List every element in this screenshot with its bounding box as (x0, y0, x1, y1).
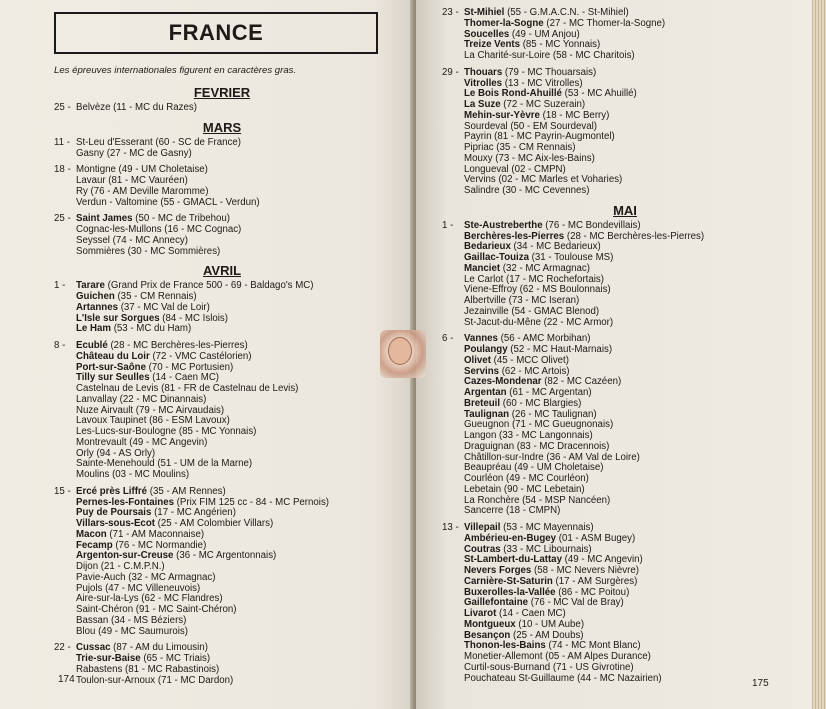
event-details: Cognac-les-Mullons (16 - MC Cognac) (76, 224, 242, 235)
international-event-name: Cussac (76, 642, 111, 654)
international-event-name: Saint James (76, 213, 133, 225)
date-group (440, 523, 810, 684)
event-details: (60 - MC Blargies) (500, 397, 582, 409)
event-entry (76, 470, 392, 481)
international-event-name: Artannes (76, 301, 118, 313)
day-number: 11 - (54, 136, 70, 148)
international-event-name: Tarare (76, 280, 105, 292)
event-details: (71 - AM Maconnaise) (106, 528, 205, 540)
international-event-name: Ste-Austreberthe (464, 219, 543, 231)
event-details: (Prix FIM 125 cc - 84 - MC Pernois) (173, 496, 330, 508)
event-details: Longueval (02 - CMPN) (464, 163, 566, 175)
international-event-name: L'Isle sur Sorgues (76, 312, 160, 324)
event-entry (464, 51, 810, 62)
international-event-name: Servins (464, 365, 500, 377)
international-event-name: Guichen (76, 291, 115, 302)
date-group (440, 334, 810, 517)
international-event-name: Vitrolles (464, 77, 503, 89)
event-details: (85 - MC Yonnais) (520, 39, 601, 51)
event-details: Moulins (03 - MC Moulins) (76, 469, 190, 480)
event-details: Bassan (34 - MS Béziers) (76, 614, 187, 626)
event-details: (70 - MC Portusien) (145, 361, 234, 373)
event-details: (10 - UM Aube) (515, 618, 585, 630)
event-details: (14 - Caen MC) (149, 372, 220, 384)
event-details: (86 - MC Poitou) (555, 586, 630, 598)
event-details: Lebetain (90 - MC Lebetain) (464, 483, 585, 495)
international-event-name: Carnière-St-Saturin (464, 575, 553, 587)
international-event-name: Treize Vents (464, 39, 520, 51)
event-details: (18 - MC Berry) (539, 109, 610, 121)
event-details: Monetier-Allemont (05 - AM Alpes Durance) (464, 651, 651, 662)
event-details: (72 - MC Suzerain) (500, 99, 586, 110)
event-details: Draguignan (83 - MC Dracennois) (464, 440, 610, 452)
event-entry (76, 627, 392, 638)
event-details: Pipriac (35 - CM Rennais) (464, 142, 576, 153)
event-details: Saint-Chéron (91 - MC Saint-Chéron) (76, 604, 237, 615)
event-entry (464, 318, 810, 329)
date-group (440, 221, 810, 329)
international-event-name: Villars-sous-Ecot (76, 518, 155, 529)
event-entry (76, 324, 392, 335)
event-entry (464, 186, 810, 197)
international-event-name: Thomer-la-Sogne (464, 17, 544, 29)
event-details: Aire-sur-la-Lys (62 - MC Flandres) (76, 593, 223, 605)
month-heading: AVRIL (202, 263, 242, 279)
event-details: (17 - MC Angérien) (151, 507, 236, 519)
day-number: 18 - (54, 164, 71, 176)
date-group (52, 341, 392, 481)
international-event-name: Ambérieu-en-Bugey (464, 532, 557, 544)
event-entry (76, 247, 392, 258)
event-details: Sourdeval (50 - EM Sourdeval) (464, 120, 597, 132)
event-details: Sainte-Menehould (51 - UM de la Marne) (76, 458, 253, 470)
day-number: 23 - (442, 7, 459, 18)
event-details: Pavie-Auch (32 - MC Armagnac) (76, 571, 216, 583)
international-event-name: Puy de Poursais (76, 507, 152, 519)
event-details: Lavoux Taupinet (86 - ESM Lavoux) (76, 415, 230, 427)
international-event-name: Buxerolles-la-Vallée (464, 586, 556, 598)
event-details: (79 - MC Thouarsais) (502, 66, 597, 78)
international-event-name: Vannes (464, 333, 498, 345)
international-event-name: Montgueux (464, 618, 516, 630)
event-details: Salindre (30 - MC Cevennes) (464, 185, 590, 196)
event-details: (14 - Caen MC) (496, 608, 566, 619)
day-number: 6 - (442, 333, 454, 345)
international-event-name: Mehin-sur-Yèvre (464, 109, 540, 121)
international-event-name: Fecamp (76, 539, 113, 551)
international-event-name: St-Mihiel (464, 7, 505, 18)
international-event-name: Gaillac-Touiza (464, 252, 529, 263)
event-details: (49 - MC Angevin) (561, 554, 643, 566)
international-event-name: Olivet (464, 354, 491, 366)
event-details: (34 - MC Bedarieux) (510, 241, 601, 253)
day-number: 25 - (54, 102, 71, 113)
date-group (440, 8, 810, 62)
event-details: (35 - CM Rennais) (114, 291, 197, 302)
event-details: (01 - ASM Bugey) (556, 532, 636, 544)
event-details: St-Jacut-du-Mêne (22 - MC Armor) (464, 316, 614, 328)
event-details: (61 - MC Argentan) (506, 387, 592, 398)
event-details: Les-Lucs-sur-Boulogne (85 - MC Yonnais) (76, 426, 257, 437)
event-details: (53 - MC Mayennais) (500, 522, 594, 533)
event-details: Toulon-sur-Arnoux (71 - MC Dardon) (76, 674, 234, 686)
portrait-icon (388, 337, 412, 365)
event-details: (76 - MC Normandie) (112, 539, 207, 551)
day-number: 13 - (442, 522, 459, 533)
event-details: Sommières (30 - MC Sommières) (76, 245, 221, 257)
event-details: Verdun - Valtomine (55 - GMACL - Verdun) (76, 196, 260, 208)
page-number-right: 175 (752, 678, 769, 689)
event-details: Châtillon-sur-Indre (36 - AM Val de Loire) (464, 451, 640, 463)
day-number: 15 - (54, 485, 71, 497)
event-details: (84 - MC Islois) (159, 312, 228, 324)
event-details: (55 - G.M.A.C.N. - St-Mihiel) (504, 7, 629, 18)
left-calendar-column (52, 82, 392, 692)
day-number: 8 - (54, 340, 66, 351)
intro-text: Les épreuves internationales figurent en caractères gras. (54, 65, 297, 76)
international-event-name: Villepail (464, 522, 501, 533)
international-event-name: Besançon (464, 629, 511, 641)
right-calendar-column (440, 8, 810, 690)
event-details: Gasny (27 - MC de Gasny) (76, 147, 192, 159)
event-details: (17 - AM Surgères) (552, 575, 638, 587)
event-details: (74 - MC Mont Blanc) (545, 640, 641, 652)
event-details: (31 - Toulouse MS) (528, 252, 614, 263)
event-details: (25 - AM Colombier Villars) (154, 518, 274, 529)
international-event-name: Thonon-les-Bains (464, 640, 546, 652)
international-event-name: Ercé près Liffré (76, 485, 148, 497)
event-details: (36 - MC Argentonnais) (173, 550, 277, 562)
event-details: Blou (49 - MC Saumurois) (76, 625, 188, 637)
date-group (52, 643, 392, 686)
day-number: 22 - (54, 642, 71, 654)
international-event-name: Manciet (464, 262, 501, 274)
event-details: (76 - MC Val de Bray) (528, 597, 624, 609)
month-heading: MAI (613, 202, 637, 218)
event-details: (76 - MC Bondevillais) (542, 219, 641, 231)
event-details: Seyssel (74 - MC Annecy) (76, 234, 188, 246)
event-details: Beaupréau (49 - UM Choletaise) (464, 462, 604, 474)
day-number: 29 - (442, 66, 459, 78)
event-details: Le Carlot (17 - MC Rochefortais) (464, 273, 604, 285)
event-details: (37 - MC Val de Loir) (118, 301, 210, 313)
international-event-name: Pernes-les-Fontaines (76, 496, 174, 508)
international-event-name: Argentan (464, 387, 507, 398)
international-event-name: Nevers Forges (464, 565, 532, 576)
international-event-name: Tilly sur Seulles (76, 372, 150, 384)
event-details: (49 - UM Anjou) (509, 28, 580, 40)
event-details: (72 - VMC Castélorien) (149, 350, 252, 362)
page-edges (812, 0, 826, 709)
event-details: La Ronchère (54 - MSP Nancéen) (464, 494, 611, 506)
event-entry (464, 506, 810, 517)
international-event-name: Cazes-Mondenar (464, 376, 542, 388)
event-details: La Charité-sur-Loire (58 - MC Charitois) (464, 50, 635, 61)
month-heading: MARS (202, 119, 242, 135)
date-group (52, 214, 392, 257)
event-details: Langon (33 - MC Langonnais) (464, 430, 593, 441)
event-details: (27 - MC Thomer-la-Sogne) (543, 17, 666, 29)
month-heading: FEVRIER (193, 85, 251, 100)
international-event-name: Thouars (464, 66, 503, 78)
date-group (52, 138, 392, 160)
event-details: Dijon (21 - C.M.P.N.) (76, 561, 165, 572)
event-entry (76, 149, 392, 160)
event-details: (87 - AM du Limousin) (110, 642, 208, 654)
event-details: (45 - MCC Olivet) (490, 354, 569, 366)
event-details: Nuze Airvault (79 - MC Airvaudais) (76, 404, 225, 416)
event-details: (50 - MC de Tribehou) (132, 213, 230, 225)
event-details: Belvèze (11 - MC du Razes) (76, 102, 197, 113)
event-entry (76, 198, 392, 209)
date-group (52, 487, 392, 638)
event-details: St-Leu d'Esserant (60 - SC de France) (76, 136, 241, 148)
event-details: (58 - MC Nevers Nièvre) (531, 565, 639, 576)
event-details: Albertville (73 - MC Iseran) (464, 295, 580, 306)
international-event-name: Coutras (464, 543, 501, 555)
event-details: Castelnau de Levis (81 - FR de Castelnau de Levis) (76, 383, 299, 394)
event-details: (28 - MC Berchères-les-Pierres) (107, 340, 248, 351)
page-title: FRANCE (54, 12, 378, 54)
international-event-name: Livarot (464, 608, 497, 619)
event-details: (82 - MC Cazéen) (541, 376, 622, 388)
event-details: (Grand Prix de France 500 - 69 - Baldago's MC) (104, 280, 314, 292)
page-number-left: 174 (58, 674, 75, 685)
event-details: Lavaur (81 - MC Vauréen) (76, 175, 188, 186)
event-details: (35 - AM Rennes) (147, 485, 226, 497)
event-details: (32 - MC Armagnac) (500, 262, 590, 274)
date-group (52, 165, 392, 208)
international-event-name: Château du Loir (76, 350, 150, 362)
event-details: (52 - MC Haut-Marnais) (507, 344, 613, 355)
international-event-name: Breteuil (464, 397, 501, 409)
event-details: (13 - MC Vitrolles) (502, 77, 583, 89)
international-event-name: Bedarieux (464, 241, 511, 253)
event-details: Curtil-sous-Burnand (71 - US Givrotine) (464, 661, 634, 673)
international-event-name: Soucelles (464, 28, 510, 40)
international-event-name: La Suze (464, 99, 501, 110)
event-details: Lanvallay (22 - MC Dinannais) (76, 393, 207, 405)
event-details: Vervins (02 - MC Marles et Voharies) (464, 174, 623, 186)
event-entry (76, 103, 392, 114)
event-details: Sancerre (18 - CMPN) (464, 505, 561, 517)
event-details: Payrin (81 - MC Payrin-Augmontel) (464, 131, 615, 143)
event-details: Ry (76 - AM Deville Maromme) (76, 185, 209, 197)
event-entry (76, 676, 392, 687)
international-event-name: Port-sur-Saône (76, 361, 146, 373)
international-event-name: Argenton-sur-Creuse (76, 550, 174, 562)
international-event-name: Trie-sur-Baise (76, 653, 141, 664)
event-details: (53 - MC du Ham) (111, 323, 192, 335)
event-details: Pouchateau St-Guillaume (44 - MC Nazairien) (464, 672, 662, 684)
event-details: Montigne (49 - UM Choletaise) (76, 164, 208, 176)
international-event-name: Berchères-les-Pierres (464, 230, 565, 242)
event-details: Mouxy (73 - MC Aix-les-Bains) (464, 152, 595, 164)
event-details: Courléon (49 - MC Courléon) (464, 473, 589, 484)
event-details: (62 - MC Artois) (499, 365, 570, 377)
international-event-name: St-Lambert-du-Lattay (464, 554, 562, 566)
event-details: Jezainville (54 - GMAC Blenod) (464, 305, 600, 317)
date-group (52, 103, 392, 114)
day-number: 1 - (54, 280, 66, 292)
event-details: (53 - MC Ahuillé) (561, 88, 637, 100)
international-event-name: Poulangy (464, 344, 508, 355)
international-event-name: Macon (76, 528, 107, 540)
event-details: (26 - MC Taulignan) (509, 408, 597, 420)
international-event-name: Gaillefontaine (464, 597, 529, 609)
day-number: 25 - (54, 213, 71, 225)
event-details: (28 - MC Berchères-les-Pierres) (564, 230, 705, 242)
event-details: (33 - MC Libournais) (500, 543, 592, 555)
event-details: Gueugnon (71 - MC Gueugnonais) (464, 419, 614, 431)
event-details: Viene-Effroy (62 - MS Boulonnais) (464, 284, 611, 296)
date-group (52, 281, 392, 335)
event-details: Pujols (47 - MC Villeneuvois) (76, 582, 201, 594)
event-details: (65 - MC Triais) (140, 653, 211, 664)
international-event-name: Le Bois Rond-Ahuillé (464, 88, 562, 100)
event-details: (56 - AMC Morbihan) (497, 333, 591, 345)
day-number: 1 - (442, 219, 454, 231)
international-event-name: Le Ham (76, 323, 111, 335)
event-details: Montrevault (49 - MC Angevin) (76, 436, 208, 448)
international-event-name: Ecublé (76, 340, 108, 351)
international-event-name: Taulignan (464, 408, 510, 420)
event-details: Rabastens (81 - MC Rabastinois) (76, 663, 220, 675)
event-details: Orly (94 - AS Orly) (76, 447, 156, 459)
date-group (440, 68, 810, 197)
event-details: (25 - AM Doubs) (510, 629, 584, 641)
